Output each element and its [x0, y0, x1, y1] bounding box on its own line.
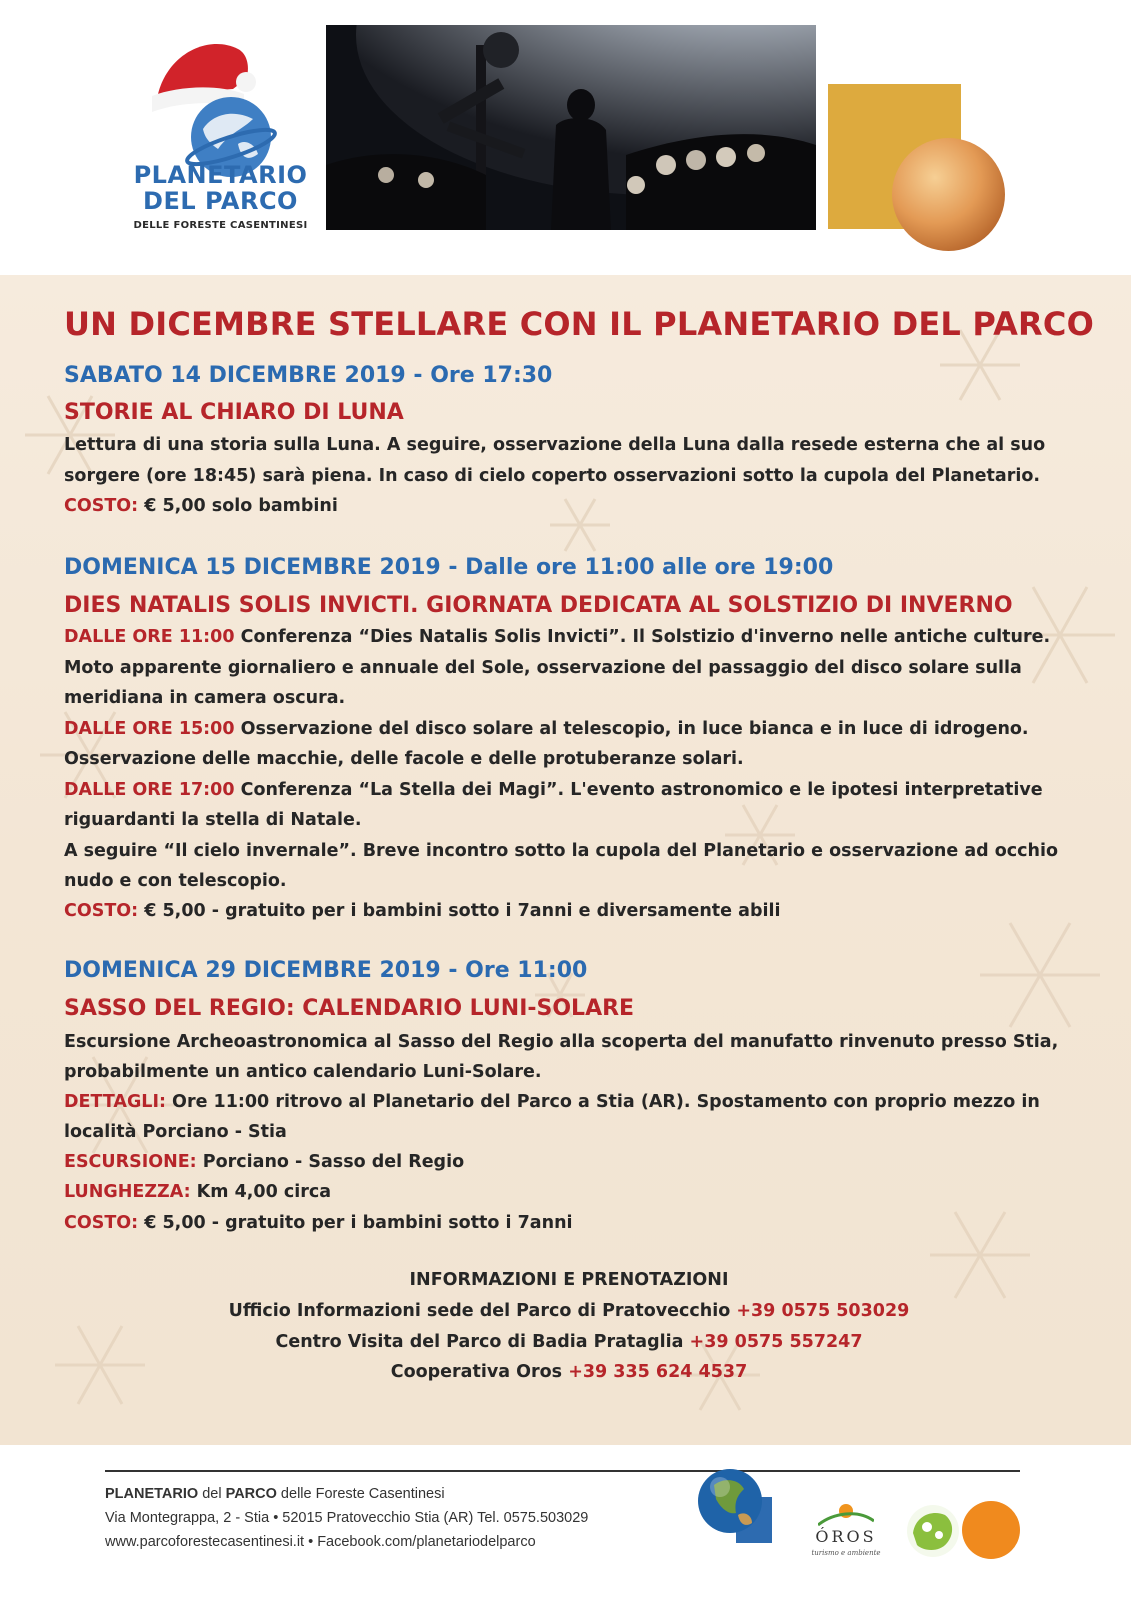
contact-label: Centro Visita del Parco di Badia Prataglia [275, 1332, 690, 1352]
event-1-title: STORIE AL CHIARO DI LUNA [64, 400, 404, 425]
contact-phone[interactable]: +39 0575 503029 [736, 1301, 910, 1321]
park-leaf-logo-icon[interactable] [905, 1503, 961, 1559]
event-3-excursion [64, 1147, 464, 1178]
event-2-session2-line1 [64, 714, 1029, 745]
event-2-session1-line1 [64, 622, 1050, 653]
event-2-session4-line2: nudo e con telescopio. [64, 871, 287, 891]
event-2-cost [64, 896, 780, 927]
footer-org-name [105, 1482, 588, 1506]
session-time-label: DALLE ORE 11:00 [64, 627, 235, 647]
logo-line1: PLANETARIO [133, 161, 308, 189]
event-2-session4-line1: A seguire “Il cielo invernale”. Breve incontro sotto la cupola del Planetario e osservazione ad occhio [64, 841, 1058, 861]
event-2-title: DIES NATALIS SOLIS INVICTI. GIORNATA DEDICATA AL SOLSTIZIO DI INVERNO [64, 593, 1013, 618]
session-text: Conferenza “Dies Natalis Solis Invicti”. Il Solstizio d'inverno nelle antiche culture. [234, 627, 1051, 647]
contact-pratovecchio [64, 1296, 1074, 1327]
mars-planet-icon [892, 138, 1005, 251]
park-orange-badge-icon[interactable] [962, 1501, 1020, 1559]
event-2-session2-line2: Osservazione delle macchie, delle facole e delle protuberanze solari. [64, 749, 744, 769]
excursion-text: Porciano - Sasso del Regio [196, 1152, 465, 1172]
contact-label: Cooperativa Oros [390, 1362, 569, 1382]
details-text: Ore 11:00 ritrovo al Planetario del Parco a Stia (AR). Spostamento con proprio mezzo in [165, 1092, 1040, 1112]
cost-label: COSTO: [64, 901, 139, 921]
event-3-cost [64, 1208, 573, 1239]
contact-badia-prataglia [64, 1327, 1074, 1358]
event-3-details-line1 [64, 1087, 1040, 1118]
cost-value: € 5,00 - gratuito per i bambini sotto i 7anni e diversamente abili [138, 901, 781, 921]
excursion-label: ESCURSIONE: [64, 1152, 197, 1172]
event-2-session1-line3: meridiana in camera oscura. [64, 688, 346, 708]
cost-value: € 5,00 - gratuito per i bambini sotto i 7anni [138, 1213, 573, 1233]
planetario-logo[interactable] [128, 34, 313, 234]
event-3-text-line1: Escursione Archeoastronomica al Sasso del Regio alla scoperta del manufatto rinvenuto presso Stia, [64, 1032, 1059, 1052]
org-bold2: PARCO [225, 1486, 277, 1502]
contact-label: Ufficio Informazioni sede del Parco di Pratovecchio [228, 1301, 737, 1321]
footer-address: Via Montegrappa, 2 - Stia • 52015 Pratovecchio Stia (AR) Tel. 0575.503029 [105, 1510, 589, 1526]
event-3-title: SASSO DEL REGIO: CALENDARIO LUNI-SOLARE [64, 996, 635, 1021]
org-mid: del [198, 1486, 226, 1502]
session-time-label: DALLE ORE 17:00 [64, 780, 235, 800]
logo-title [128, 162, 313, 214]
event-1-text-line1: Lettura di una storia sulla Luna. A seguire, osservazione della Luna dalla resede esterna che al suo [64, 435, 1046, 455]
footer-contact-block [105, 1482, 588, 1554]
event-2-session1-line2: Moto apparente giornaliero e annuale del Sole, osservazione del passaggio del disco solare sulla [64, 658, 1022, 678]
footer [0, 1445, 1131, 1600]
details-label: DETTAGLI: [64, 1092, 166, 1112]
event-3-details-line2: località Porciano - Stia [64, 1122, 287, 1142]
logo-subtitle: DELLE FORESTE CASENTINESI [133, 220, 308, 231]
contact-phone[interactable]: +39 0575 557247 [689, 1332, 863, 1352]
contact-phone[interactable]: +39 335 624 4537 [568, 1362, 748, 1382]
org-rest: delle Foreste Casentinesi [276, 1486, 445, 1502]
logo-line2: DEL PARCO [143, 187, 298, 215]
oros-logo[interactable] [806, 1495, 886, 1565]
event-1-date: SABATO 14 DICEMBRE 2019 - Ore 17:30 [64, 363, 553, 388]
event-3-length [64, 1177, 331, 1208]
event-1-text-line2: sorgere (ore 18:45) sarà piena. In caso di cielo coperto osservazioni sotto la cupola del Planetario. [64, 466, 1040, 486]
contact-oros [64, 1357, 1074, 1388]
event-2-session3-line1 [64, 775, 1043, 806]
sun-mountain-icon [818, 1495, 874, 1527]
footer-web-link[interactable]: www.parcoforestecasentinesi.it • Facebook.com/planetariodelparco [105, 1534, 536, 1550]
oros-name: ÓROS [815, 1527, 877, 1546]
length-label: LUNGHEZZA: [64, 1182, 191, 1202]
event-3-date: DOMENICA 29 DICEMBRE 2019 - Ore 11:00 [64, 958, 588, 983]
event-2-date: DOMENICA 15 DICEMBRE 2019 - Dalle ore 11:00 alle ore 19:00 [64, 555, 834, 580]
header [0, 0, 1131, 275]
event-1-cost [64, 491, 338, 522]
event-3-text-line2: probabilmente un antico calendario Luni-Solare. [64, 1062, 542, 1082]
earth-globe-icon [694, 1465, 774, 1545]
org-bold1: PLANETARIO [105, 1486, 199, 1502]
oros-tagline: turismo e ambiente [811, 1549, 881, 1557]
cost-value: € 5,00 solo bambini [138, 496, 338, 516]
main-content [0, 275, 1131, 1445]
session-text: Conferenza “La Stella dei Magi”. L'evento astronomico e le ipotesi interpretative [234, 780, 1043, 800]
info-heading: INFORMAZIONI E PRENOTAZIONI [409, 1270, 729, 1290]
event-2-session3-line2: riguardanti la stella di Natale. [64, 810, 362, 830]
session-text: Osservazione del disco solare al telescopio, in luce bianca e in luce di idrogeno. [234, 719, 1029, 739]
planetarium-scene-image [326, 25, 816, 230]
cost-label: COSTO: [64, 1213, 139, 1233]
length-text: Km 4,00 circa [190, 1182, 332, 1202]
session-time-label: DALLE ORE 15:00 [64, 719, 235, 739]
planetarium-photo [326, 25, 816, 230]
footer-divider [105, 1470, 1020, 1472]
cost-label: COSTO: [64, 496, 139, 516]
page-title: UN DICEMBRE STELLARE CON IL PLANETARIO DEL PARCO [64, 305, 1094, 343]
